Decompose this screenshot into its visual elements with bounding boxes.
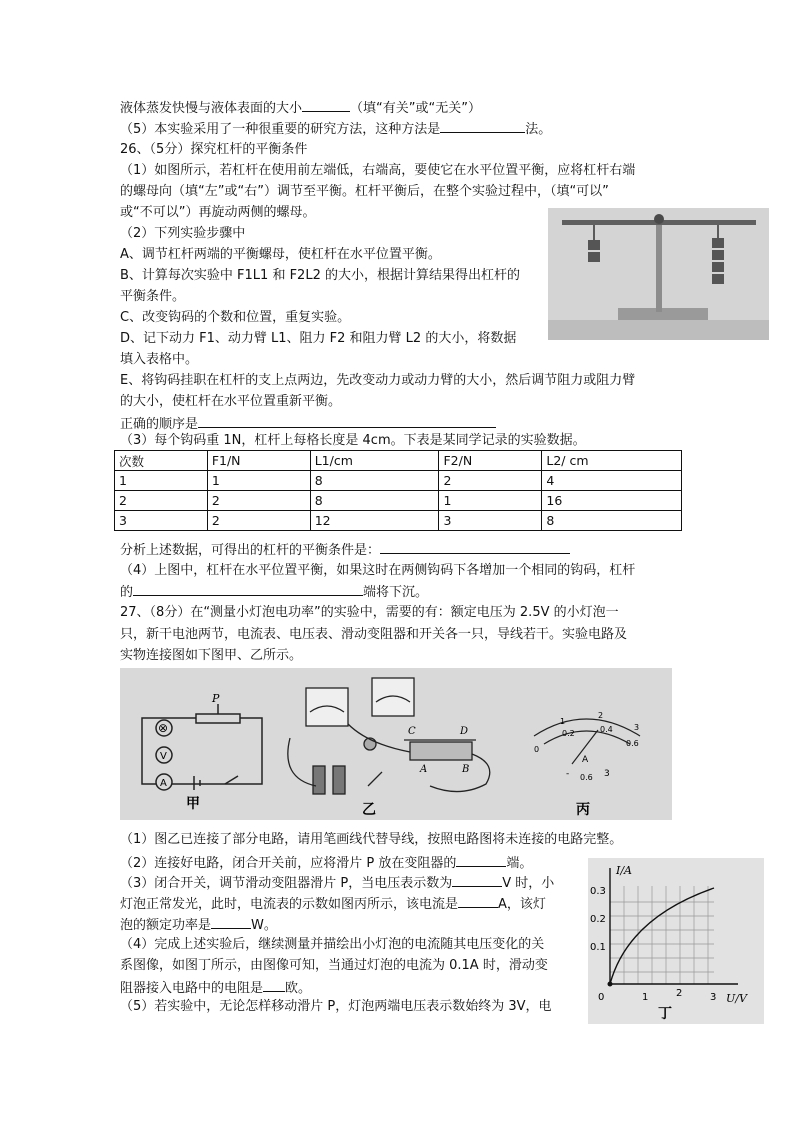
- table-header: F1/N: [207, 451, 310, 471]
- y-tick: 0.1: [590, 942, 606, 953]
- text-line: （3）每个钩码重 1N，杠杆上每格长度是 4cm。下表是某同学记录的实验数据。: [120, 433, 586, 448]
- table-cell: 8: [310, 471, 439, 491]
- table-cell: 8: [310, 491, 439, 511]
- table-cell: 2: [207, 511, 310, 531]
- terminal-b: B: [462, 764, 470, 775]
- table-cell: 2: [115, 491, 208, 511]
- circuit-label-p: P: [212, 692, 220, 705]
- x-tick: 0: [598, 992, 605, 1003]
- table-header: F2/N: [439, 451, 542, 471]
- table-cell: 2: [207, 491, 310, 511]
- dial-terminal: -: [566, 769, 570, 779]
- table-cell: 2: [439, 471, 542, 491]
- dial-terminal: 0.6: [580, 773, 593, 782]
- text-line: 填入表格中。: [120, 352, 199, 367]
- circuit-figure: [120, 668, 672, 820]
- text-line: 只，新干电池两节，电流表、电压表、滑动变阻器和开关各一只，导线若干。实验电路及: [120, 627, 628, 642]
- text-line: （4）上图中，杠杆在水平位置平衡，如果这时在两侧钩码下各增加一个相同的钩码，杠杆: [120, 563, 636, 578]
- voltmeter-symbol: V: [160, 751, 167, 762]
- table-cell: 12: [310, 511, 439, 531]
- data-table: [114, 450, 682, 531]
- table-cell: 1: [207, 471, 310, 491]
- table-header-row: [115, 451, 682, 471]
- x-tick: 1: [642, 992, 649, 1003]
- iu-graph-figure: [588, 858, 764, 1024]
- text-line: 阻器接入电路中的电阻是 欧。: [120, 977, 311, 999]
- terminal-d: D: [460, 726, 469, 737]
- text-line: （1）图乙已连接了部分电路，请用笔画线代替导线，按照电路图将未连接的电路完整。: [120, 832, 623, 847]
- answer-blank[interactable]: [302, 97, 350, 112]
- dial-tick: 0: [534, 745, 540, 754]
- text-line: （2）下列实验步骤中: [120, 226, 246, 241]
- question-26-heading: 26、（5分）探究杠杆的平衡条件: [120, 142, 308, 157]
- lamp-symbol: ⊗: [158, 721, 169, 735]
- figure-label-yi: 乙: [362, 802, 376, 818]
- answer-blank[interactable]: [380, 539, 570, 554]
- y-axis-label: I/A: [616, 864, 632, 877]
- table-cell: 1: [439, 491, 542, 511]
- dial-tick: 3: [634, 723, 640, 732]
- text-line: （4）完成上述实验后，继续测量并描绘出小灯泡的电流随其电压变化的关: [120, 937, 545, 952]
- terminal-c: C: [408, 726, 416, 737]
- table-row: [115, 471, 682, 491]
- terminal-a: A: [420, 764, 428, 775]
- text-line: 的大小，使杠杆在水平位置重新平衡。: [120, 394, 342, 409]
- figure-label-ding: 丁: [658, 1006, 672, 1022]
- text-line: （1）如图所示，若杠杆在使用前左端低，右端高，要使它在水平位置平衡，应将杠杆右端: [120, 163, 636, 178]
- answer-blank[interactable]: [211, 914, 251, 929]
- dial-tick: 0.2: [562, 729, 575, 738]
- answer-blank[interactable]: [458, 893, 498, 908]
- text-line: 灯泡正常发光，此时，电流表的示数如图丙所示，该电流是 A，该灯: [120, 893, 546, 915]
- text-line: 或“不可以”）再旋动两侧的螺母。: [120, 205, 316, 220]
- text-line: （2）连接好电路，闭合开关前，应将滑片 P 放在变阻器的 端。: [120, 852, 532, 874]
- text-line: 的 端将下沉。: [120, 581, 428, 603]
- text-line: （3）闭合开关，调节滑动变阻器滑片 P，当电压表示数为 V 时，小: [120, 872, 554, 894]
- text-line: （5）若实验中，无论怎样移动滑片 P，灯泡两端电压表示数始终为 3V，电: [120, 999, 552, 1014]
- table-row: [115, 491, 682, 511]
- table-cell: 8: [542, 511, 682, 531]
- text-line: 液体蒸发快慢与液体表面的大小 （填“有关”或“无关”）: [120, 97, 481, 119]
- dial-tick: 1: [560, 717, 566, 726]
- text-line: 泡的额定功率是 W。: [120, 914, 277, 936]
- text-line: （5）本实验采用了一种很重要的研究方法，这种方法是 法。: [120, 118, 551, 140]
- table-header: 次数: [115, 451, 208, 471]
- text-line: 实物连接图如下图甲、乙所示。: [120, 648, 303, 663]
- y-tick: 0.3: [590, 886, 606, 897]
- table-cell: 3: [439, 511, 542, 531]
- table-cell: 16: [542, 491, 682, 511]
- dial-tick: 0.4: [600, 725, 613, 734]
- dial-terminal: 3: [604, 769, 610, 779]
- step-c: C、改变钩码的个数和位置，重复实验。: [120, 310, 351, 325]
- y-tick: 0.2: [590, 914, 606, 925]
- step-d: D、记下动力 F1、动力臂 L1、阻力 F2 和阻力臂 L2 的大小，将数据: [120, 331, 517, 346]
- text-line: 分析上述数据，可得出的杠杆的平衡条件是：: [120, 539, 570, 561]
- text-line: 平衡条件。: [120, 289, 186, 304]
- figure-label-bing: 丙: [576, 802, 590, 818]
- table-cell: 4: [542, 471, 682, 491]
- x-tick: 3: [710, 992, 717, 1003]
- text-line: 正确的顺序是: [120, 413, 496, 435]
- dial-unit: A: [582, 755, 589, 765]
- figure-label-jia: 甲: [186, 796, 200, 812]
- step-e: E、将钩码挂职在杠杆的支上点两边，先改变动力或动力臂的大小，然后调节阻力或阻力臂: [120, 373, 636, 388]
- x-axis-label: U/V: [726, 992, 747, 1005]
- lever-figure: [548, 208, 769, 340]
- answer-blank[interactable]: [198, 413, 496, 428]
- dial-tick: 2: [598, 711, 604, 720]
- step-b: B、计算每次实验中 F1L1 和 F2L2 的大小，根据计算结果得出杠杆的: [120, 268, 520, 283]
- answer-blank[interactable]: [263, 977, 285, 992]
- table-header: L2/ cm: [542, 451, 682, 471]
- table-cell: 3: [115, 511, 208, 531]
- table-row: [115, 511, 682, 531]
- answer-blank[interactable]: [452, 872, 502, 887]
- answer-blank[interactable]: [456, 852, 506, 867]
- ammeter-symbol: A: [160, 778, 167, 789]
- dial-tick: 0.6: [626, 739, 639, 748]
- table-cell: 1: [115, 471, 208, 491]
- step-a: A、调节杠杆两端的平衡螺母，使杠杆在水平位置平衡。: [120, 247, 441, 262]
- answer-blank[interactable]: [440, 118, 525, 133]
- text-line: 的螺母向（填“左”或“右”）调节至平衡。杠杆平衡后，在整个实验过程中，（填“可以”: [120, 184, 609, 199]
- x-tick: 2: [676, 988, 683, 999]
- table-header: L1/cm: [310, 451, 439, 471]
- question-27-heading: 27、（8分）在“测量小灯泡电功率”的实验中，需要的有：额定电压为 2.5V 的小灯泡一: [120, 605, 619, 620]
- answer-blank[interactable]: [133, 581, 363, 596]
- text-line: 系图像，如图丁所示，由图像可知，当通过灯泡的电流为 0.1A 时，滑动变: [120, 958, 548, 973]
